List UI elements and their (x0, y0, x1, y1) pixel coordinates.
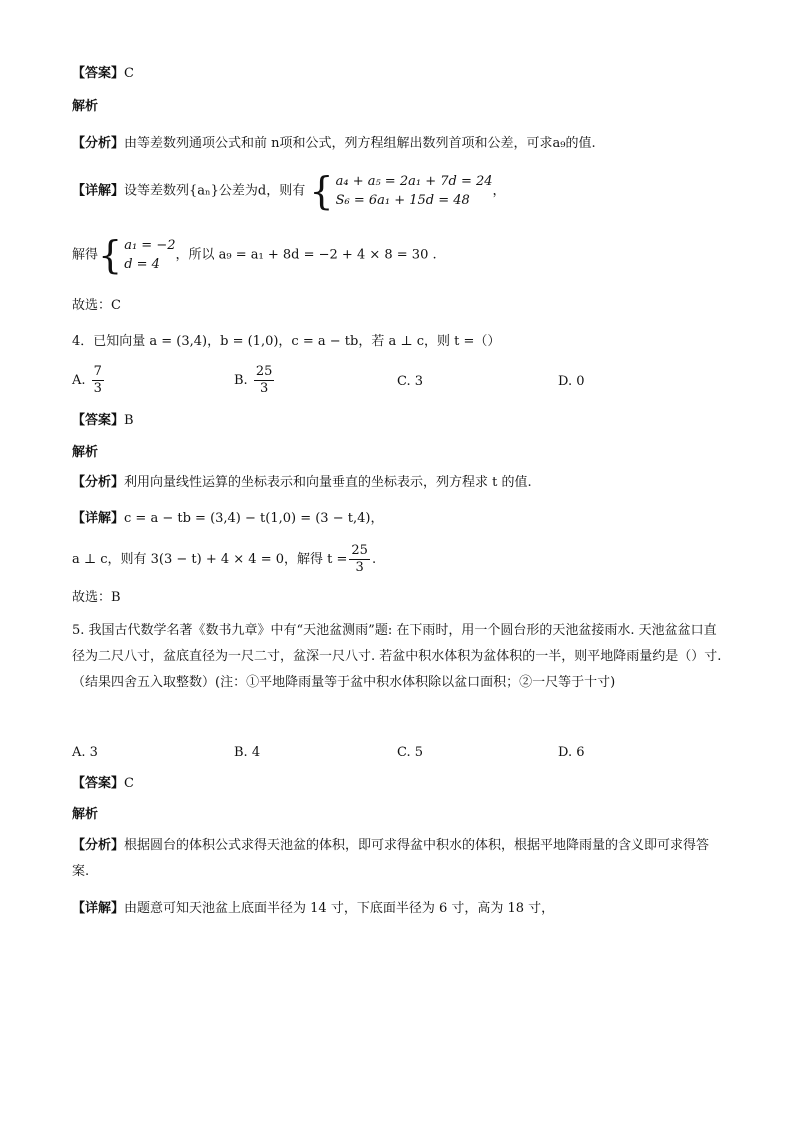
answer-tag: 【答案】 (72, 66, 125, 81)
q5-option-b: B. 4 (234, 745, 261, 760)
q4-analysis-line (72, 473, 532, 493)
solve-prefix: 解得 (72, 247, 99, 263)
solution-text: ，所以 a₉ = a₁ + 8d = −2 + 4 × 8 = 30 . (175, 247, 437, 263)
q4-detail-line (72, 509, 383, 529)
detail2-end: . (371, 552, 377, 567)
fraction-denominator: 3 (259, 381, 269, 396)
fraction-denominator: 3 (93, 381, 102, 396)
detail-tag: 【详解】 (72, 183, 125, 199)
equation-tail: ， (492, 183, 506, 199)
solution-1: a₁ = −2 (124, 238, 176, 253)
q5-option-d: D. 6 (558, 745, 585, 760)
q5-jiexi-heading: 解析 (72, 807, 99, 822)
analysis-tag: 【分析】 (72, 838, 125, 853)
q5-detail-line (72, 899, 554, 919)
detail-tag: 【详解】 (72, 511, 125, 526)
fraction-denominator: 3 (355, 560, 364, 575)
analysis-text: 由等差数列通项公式和前 n项和公式，列方程组解出数列首项和公差，可求a₉的值. (124, 136, 596, 151)
q4-option-d: D. 0 (558, 374, 585, 389)
answer-tag: 【答案】 (72, 413, 125, 428)
answer-value: B (124, 413, 134, 428)
solution-2: d = 4 (124, 257, 160, 272)
q4-option-a (72, 362, 106, 400)
analysis-tag: 【分析】 (72, 475, 125, 490)
q5-analysis-line (72, 833, 724, 885)
q5-answer-line (72, 774, 134, 794)
solution-system (124, 236, 175, 274)
q4-choose-line: 故选：B (72, 590, 121, 605)
detail-text: 设等差数列{aₙ}公差为d，则有 (124, 183, 306, 199)
equation-system (336, 172, 493, 210)
answer-value: C (124, 66, 134, 81)
q5-option-c: C. 5 (397, 745, 424, 760)
q3-analysis-line (72, 134, 596, 154)
option-a-label: A. (72, 373, 86, 388)
q3-solution-line (72, 233, 437, 277)
q4-option-c: C. 3 (397, 374, 424, 389)
fraction-numerator: 25 (351, 543, 368, 558)
q4-answer-line (72, 411, 134, 431)
fraction-numerator: 25 (255, 364, 273, 379)
analysis-text: 利用向量线性运算的坐标表示和向量垂直的坐标表示，列方程求 t 的值. (124, 475, 532, 490)
q3-answer-line (72, 64, 134, 84)
q3-choose-line: 故选：C (72, 298, 121, 313)
q4-stem: 4．已知向量 a = (3,4)，b = (1,0)，c = a − tb，若 a ⊥ c，则 t =（） (72, 334, 501, 349)
system-brace: { (309, 169, 334, 213)
equation-1: a₄ + a₅ = 2a₁ + 7d = 24 (335, 174, 493, 189)
option-a-fraction (92, 364, 104, 397)
option-b-fraction (254, 364, 275, 397)
q5-stem: 5. 我国古代数学名著《数书九章》中有“天池盆测雨”题: 在下雨时，用一个圆台形的天池盆接雨水. 天池盆盆口直径为二尺八寸，盆底直径为一尺二寸，盆深一尺八寸. 若盆中积水体积为盆体积的一半，则平地降雨量约是（）寸.（结果四舍五入取整数）(注：①平地降雨量等于盆中积水体积除以盆口面积；②一尺等于十寸) (72, 623, 722, 690)
answer-tag: 【答案】 (72, 776, 125, 791)
analysis-tag: 【分析】 (72, 136, 125, 151)
q3-jiexi-heading: 解析 (72, 99, 99, 114)
equation-2: S₆ = 6a₁ + 15d = 48 (335, 193, 470, 208)
q4-jiexi-heading: 解析 (72, 445, 99, 460)
analysis-text: 根据圆台的体积公式求得天池盆的体积，即可求得盆中积水的体积，根据平地降雨量的含义即可求得答案. (72, 838, 710, 879)
detail2-fraction (349, 543, 370, 576)
solution-brace: { (98, 233, 123, 277)
fraction-numerator: 7 (93, 364, 102, 379)
detail-tag: 【详解】 (72, 901, 125, 916)
answer-value: C (124, 776, 134, 791)
q5-option-a: A. 3 (72, 745, 98, 760)
detail2-text: a ⊥ c，则有 3(3 − t) + 4 × 4 = 0，解得 t = (72, 552, 348, 567)
option-b-label: B. (234, 373, 248, 388)
detail-text: 由题意可知天池盆上底面半径为 14 寸，下底面半径为 6 寸，高为 18 寸， (124, 901, 555, 916)
detail-text: c = a − tb = (3,4) − t(1,0) = (3 − t,4)， (124, 511, 384, 526)
q4-detail2-line (72, 541, 376, 579)
q4-option-b (234, 362, 276, 400)
q3-detail-line (72, 169, 506, 213)
